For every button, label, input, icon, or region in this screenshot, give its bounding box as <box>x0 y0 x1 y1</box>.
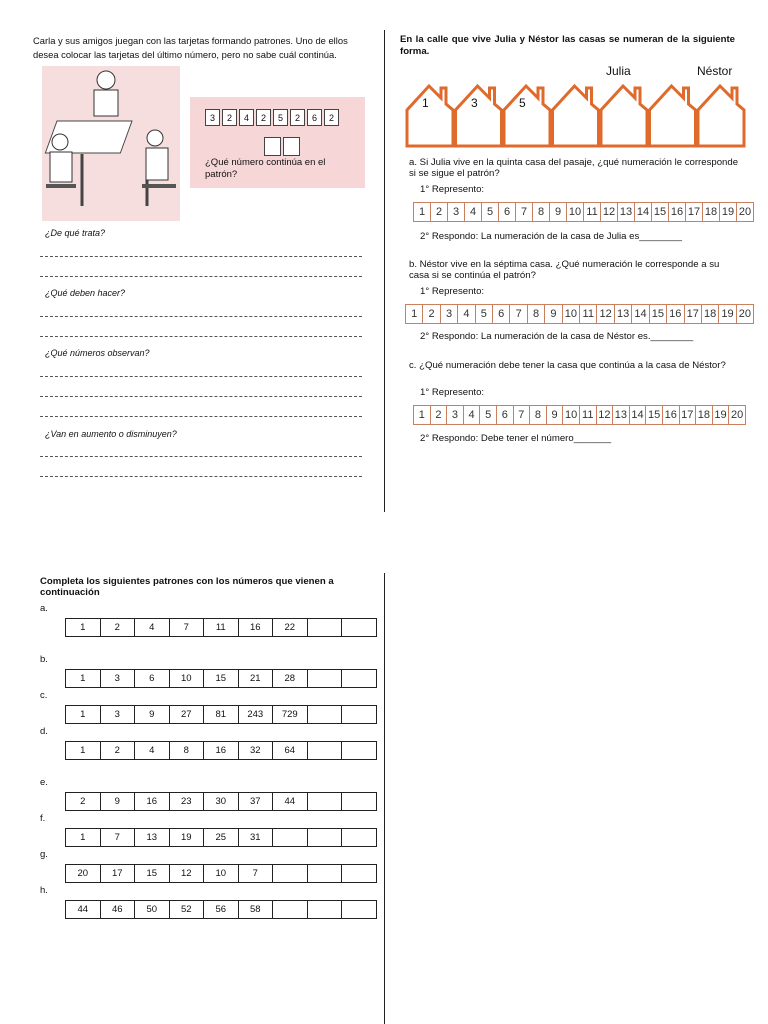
pattern-cell: 9 <box>101 793 136 810</box>
answer-line[interactable] <box>40 316 362 317</box>
number-cell[interactable]: 18 <box>702 305 719 323</box>
pattern-cell: 44 <box>273 793 308 810</box>
pattern-cell: 7 <box>170 619 205 636</box>
answer-line[interactable] <box>40 256 362 257</box>
number-cell[interactable]: 1 <box>406 305 423 323</box>
number-cell[interactable]: 13 <box>615 305 632 323</box>
number-cell[interactable]: 8 <box>530 406 547 424</box>
number-cell[interactable]: 11 <box>584 203 601 221</box>
number-cell[interactable]: 20 <box>738 206 752 218</box>
pattern-cell: 16 <box>204 742 239 759</box>
pattern-cell: 11 <box>204 619 239 636</box>
pattern-cell: 2 <box>66 793 101 810</box>
pattern-cell: 1 <box>66 619 101 636</box>
pattern-cell: 46 <box>101 901 136 918</box>
pattern-cell[interactable] <box>308 742 343 759</box>
number-cell[interactable]: 11 <box>580 305 597 323</box>
pattern-cell: 15 <box>204 670 239 687</box>
number-cell[interactable]: 17 <box>680 406 697 424</box>
house-outline <box>504 86 550 146</box>
number-cell[interactable]: 18 <box>703 203 720 221</box>
answer-c: 2° Respondo: Debe tener el número_______ <box>420 433 612 444</box>
number-cell[interactable]: 13 <box>613 406 630 424</box>
pattern-cell[interactable] <box>342 901 376 918</box>
question-a: a. Si Julia vive en la quinta casa del pasaje, ¿qué numeración le corresponde si se sigue el patrón? <box>409 157 739 179</box>
pattern-cell: 9 <box>135 706 170 723</box>
pattern-cell: 19 <box>170 829 205 846</box>
pattern-row <box>65 864 377 883</box>
blank-card[interactable] <box>264 137 281 156</box>
pattern-cell[interactable] <box>342 865 376 882</box>
pattern-cell: 4 <box>135 742 170 759</box>
house-outline <box>650 86 696 146</box>
pattern-cell: 22 <box>273 619 308 636</box>
pattern-cell[interactable] <box>308 670 343 687</box>
pattern-cell: 2 <box>101 619 136 636</box>
number-cell[interactable]: 8 <box>533 203 550 221</box>
pattern-row <box>65 741 377 760</box>
represent-a: 1° Represento: <box>420 184 485 195</box>
pattern-cell: 37 <box>239 793 274 810</box>
pattern-row <box>65 828 377 847</box>
pattern-cell: 27 <box>170 706 205 723</box>
number-cell[interactable]: 9 <box>545 305 562 323</box>
question-2: ¿Qué deben hacer? <box>45 288 126 298</box>
pattern-cell: 56 <box>204 901 239 918</box>
answer-line[interactable] <box>40 456 362 457</box>
pattern-cell[interactable] <box>342 619 376 636</box>
house-outline <box>456 86 502 146</box>
pattern-cell: 1 <box>66 742 101 759</box>
card: 4 <box>239 109 254 126</box>
pattern-cell: 15 <box>135 865 170 882</box>
pattern-cell: 3 <box>101 706 136 723</box>
number-cell[interactable]: 16 <box>667 305 684 323</box>
intro-text: Carla y sus amigos juegan con las tarjetas formando patrones. Uno de ellos desea colocar las tarjetas del último número, pero no sabe cuál continúa. <box>33 35 348 60</box>
number-cell[interactable]: 7 <box>514 406 531 424</box>
number-cell[interactable]: 4 <box>465 203 482 221</box>
pattern-row <box>65 900 377 919</box>
pattern-label: a. <box>40 603 48 614</box>
house-number: 1 <box>422 96 429 110</box>
pattern-row <box>65 705 377 724</box>
house-outline <box>407 86 453 146</box>
number-cell[interactable]: 17 <box>686 203 703 221</box>
answer-line[interactable] <box>40 276 362 277</box>
number-cell[interactable]: 10 <box>563 406 580 424</box>
number-cell[interactable]: 13 <box>618 203 635 221</box>
number-cell[interactable]: 7 <box>516 203 533 221</box>
label-julia: Julia <box>606 64 631 78</box>
number-cell[interactable]: 20 <box>738 308 752 320</box>
house-outline <box>601 86 647 146</box>
number-cell[interactable]: 11 <box>580 406 597 424</box>
pattern-row <box>65 618 377 637</box>
pattern-cell[interactable] <box>273 829 308 846</box>
represent-c: 1° Represento: <box>420 387 485 398</box>
pattern-cell: 16 <box>135 793 170 810</box>
number-cell[interactable]: 20 <box>730 409 744 421</box>
pattern-cell: 10 <box>204 865 239 882</box>
pattern-cell: 1 <box>66 829 101 846</box>
number-cell[interactable]: 15 <box>646 406 663 424</box>
pattern-cell: 31 <box>239 829 274 846</box>
number-cell[interactable]: 4 <box>464 406 481 424</box>
street-problem-title: En la calle que vive Julia y Néstor las casas se numeran de la siguiente forma. <box>400 34 735 57</box>
number-cell[interactable]: 5 <box>482 203 499 221</box>
pattern-cell[interactable] <box>342 742 376 759</box>
number-cell[interactable]: 10 <box>563 305 580 323</box>
pattern-cell[interactable] <box>308 619 343 636</box>
pattern-cell[interactable] <box>308 865 343 882</box>
number-cell[interactable]: 8 <box>528 305 545 323</box>
number-cell[interactable]: 5 <box>476 305 493 323</box>
number-cell[interactable]: 6 <box>497 406 514 424</box>
answer-line[interactable] <box>40 376 362 377</box>
number-cell[interactable]: 9 <box>547 406 564 424</box>
pattern-cell: 58 <box>239 901 274 918</box>
pattern-label: d. <box>40 726 48 737</box>
pattern-cell: 13 <box>135 829 170 846</box>
number-strip-a <box>413 202 754 222</box>
pattern-cell: 8 <box>170 742 205 759</box>
patterns-title: Completa los siguientes patrones con los números que vienen a continuación <box>40 576 334 598</box>
divider-top <box>384 30 385 512</box>
number-cell[interactable]: 9 <box>550 203 567 221</box>
question-c: c. ¿Qué numeración debe tener la casa que continúa a la casa de Néstor? <box>409 360 726 371</box>
answer-line[interactable] <box>40 476 362 477</box>
pattern-cell: 25 <box>204 829 239 846</box>
blank-card[interactable] <box>283 137 300 156</box>
pattern-label: f. <box>40 813 46 824</box>
answer-b: 2° Respondo: La numeración de la casa de Néstor es.________ <box>420 331 694 342</box>
blank-cards <box>264 137 300 156</box>
pattern-row <box>65 792 377 811</box>
number-cell[interactable]: 3 <box>441 305 458 323</box>
number-strip-b <box>405 304 754 324</box>
label-nestor: Néstor <box>697 64 733 78</box>
number-cell[interactable]: 1 <box>414 203 431 221</box>
pattern-cell[interactable] <box>273 901 308 918</box>
card: 2 <box>256 109 271 126</box>
pattern-cell: 30 <box>204 793 239 810</box>
number-cell[interactable]: 2 <box>431 406 448 424</box>
number-cell[interactable]: 19 <box>713 406 730 424</box>
card: 2 <box>324 109 339 126</box>
number-cell[interactable]: 15 <box>652 203 669 221</box>
number-cell[interactable]: 12 <box>601 203 618 221</box>
pattern-cell: 21 <box>239 670 274 687</box>
pattern-cell[interactable] <box>342 829 376 846</box>
divider-bottom <box>384 573 385 1024</box>
number-cell[interactable]: 14 <box>635 203 652 221</box>
answer-a: 2° Respondo: La numeración de la casa de Julia es________ <box>420 231 682 242</box>
pattern-cell: 52 <box>170 901 205 918</box>
pattern-cell[interactable] <box>308 901 343 918</box>
pattern-cell: 12 <box>170 865 205 882</box>
question-4: ¿Van en aumento o disminuyen? <box>45 429 177 439</box>
number-cell[interactable]: 12 <box>597 305 614 323</box>
answer-line[interactable] <box>40 396 362 397</box>
card-row <box>205 109 339 126</box>
number-cell[interactable]: 5 <box>480 406 497 424</box>
question-b: b. Néstor vive en la séptima casa. ¿Qué numeración le corresponde a su casa si se continúa el patrón? <box>409 259 720 281</box>
number-cell[interactable]: 4 <box>458 305 475 323</box>
pattern-label: g. <box>40 849 48 860</box>
number-cell[interactable]: 19 <box>720 203 737 221</box>
number-cell[interactable]: 3 <box>447 406 464 424</box>
house-outline <box>698 86 744 146</box>
number-cell[interactable]: 2 <box>431 203 448 221</box>
houses-illustration <box>405 80 750 148</box>
answer-line[interactable] <box>40 416 362 417</box>
number-cell[interactable]: 3 <box>448 203 465 221</box>
card-question: ¿Qué número continúa en el patrón? <box>205 157 326 180</box>
card-pattern-box <box>190 97 365 188</box>
number-cell[interactable]: 1 <box>414 406 431 424</box>
pattern-cell: 44 <box>66 901 101 918</box>
pattern-cell: 32 <box>239 742 274 759</box>
number-cell[interactable]: 16 <box>663 406 680 424</box>
pattern-cell[interactable] <box>273 865 308 882</box>
card: 5 <box>273 109 288 126</box>
number-cell[interactable]: 6 <box>499 203 516 221</box>
represent-b: 1° Represento: <box>420 286 485 297</box>
number-cell[interactable]: 14 <box>630 406 647 424</box>
answer-line[interactable] <box>40 336 362 337</box>
children-illustration <box>42 66 180 221</box>
pattern-cell: 81 <box>204 706 239 723</box>
house-number: 5 <box>519 96 526 110</box>
pattern-cell: 23 <box>170 793 205 810</box>
pattern-cell: 729 <box>273 706 308 723</box>
number-cell[interactable]: 6 <box>493 305 510 323</box>
pattern-cell: 2 <box>101 742 136 759</box>
house-number: 3 <box>471 96 478 110</box>
house-outline <box>553 86 599 146</box>
card: 3 <box>205 109 220 126</box>
pattern-cell: 64 <box>273 742 308 759</box>
pattern-cell: 17 <box>101 865 136 882</box>
number-cell[interactable]: 15 <box>650 305 667 323</box>
pattern-label: e. <box>40 777 48 788</box>
pattern-cell: 16 <box>239 619 274 636</box>
number-cell[interactable]: 17 <box>685 305 702 323</box>
pattern-cell: 243 <box>239 706 274 723</box>
pattern-cell: 1 <box>66 706 101 723</box>
pattern-cell: 6 <box>135 670 170 687</box>
pattern-cell: 7 <box>239 865 274 882</box>
pattern-cell: 7 <box>101 829 136 846</box>
number-cell[interactable]: 19 <box>719 305 736 323</box>
pattern-cell[interactable] <box>342 706 376 723</box>
number-cell[interactable]: 14 <box>632 305 649 323</box>
pattern-cell[interactable] <box>342 793 376 810</box>
pattern-row <box>65 669 377 688</box>
pattern-label: b. <box>40 654 48 665</box>
number-cell[interactable]: 18 <box>696 406 713 424</box>
card: 6 <box>307 109 322 126</box>
pattern-cell: 4 <box>135 619 170 636</box>
card: 2 <box>290 109 305 126</box>
pattern-cell: 10 <box>170 670 205 687</box>
card: 2 <box>222 109 237 126</box>
number-cell[interactable]: 2 <box>423 305 440 323</box>
pattern-cell: 1 <box>66 670 101 687</box>
pattern-cell[interactable] <box>308 829 343 846</box>
number-cell[interactable]: 12 <box>597 406 614 424</box>
question-3: ¿Qué números observan? <box>45 348 150 358</box>
pattern-label: c. <box>40 690 48 701</box>
pattern-cell: 28 <box>273 670 308 687</box>
pattern-cell: 20 <box>66 865 101 882</box>
number-strip-c <box>413 405 746 425</box>
pattern-cell[interactable] <box>308 706 343 723</box>
pattern-cell[interactable] <box>308 793 343 810</box>
pattern-cell[interactable] <box>342 670 376 687</box>
pattern-cell: 3 <box>101 670 136 687</box>
pattern-cell: 50 <box>135 901 170 918</box>
number-cell[interactable]: 16 <box>669 203 686 221</box>
pattern-label: h. <box>40 885 48 896</box>
number-cell[interactable]: 7 <box>510 305 527 323</box>
question-1: ¿De qué trata? <box>45 228 106 238</box>
number-cell[interactable]: 10 <box>567 203 584 221</box>
